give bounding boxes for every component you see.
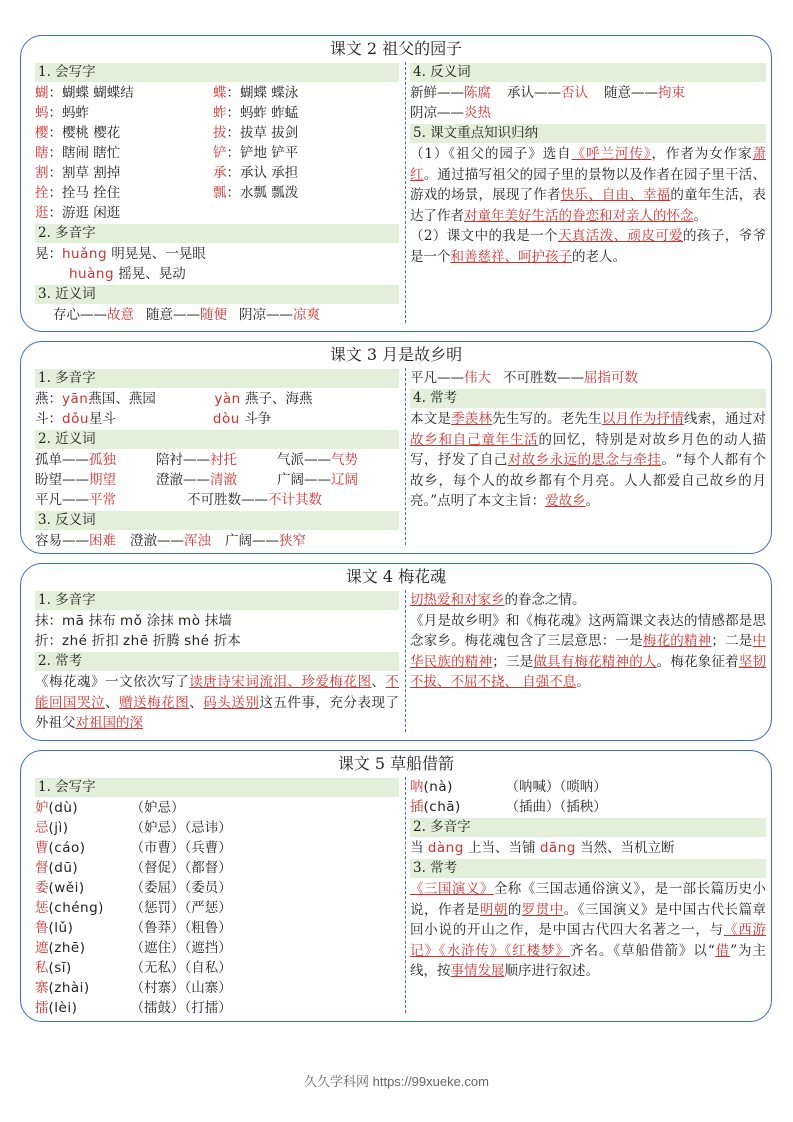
words: 折本 [209, 633, 241, 649]
word-answer: 期望 [89, 472, 116, 488]
highlight: 梅花的精神 [642, 633, 712, 649]
pinyin: zhé [62, 633, 88, 649]
synonym-row [35, 490, 399, 510]
highlight: 爱故乡 [545, 493, 586, 509]
word-base: 不可胜数—— [187, 492, 268, 508]
pinyin: mā [62, 613, 85, 629]
section-header: 4. 常考 [410, 389, 766, 408]
highlight: 对祖国的深 [75, 715, 143, 731]
text: 《梅花魂》一文依次写了 [35, 674, 190, 690]
word-answer: 随便 [200, 307, 227, 323]
word-pair [35, 490, 187, 510]
word-pair [410, 368, 491, 388]
left-column [35, 368, 399, 549]
card-title: 课文 2 祖父的园子 [329, 39, 463, 58]
card-title: 课文 4 梅花魂 [345, 567, 447, 586]
write-char: 拔 [213, 125, 227, 141]
key-points-paragraph [410, 879, 766, 982]
right-column [405, 62, 766, 323]
char-words: ：蚂蚱 蚱蜢 [226, 105, 299, 121]
write-char: 拴 [35, 185, 49, 201]
key-points-paragraph [410, 409, 766, 512]
highlight: 码头送别 [203, 694, 260, 711]
pinyin: (dū) [48, 860, 79, 876]
word-base: 平凡—— [35, 492, 89, 508]
word-base: 容易—— [35, 533, 89, 549]
word-pair [277, 470, 398, 490]
word-answer: 伟大 [464, 370, 491, 386]
text: 。 [576, 674, 590, 690]
word-base: 不可胜数—— [503, 370, 584, 386]
word-base: 阴凉—— [410, 105, 464, 121]
highlight: 事情发展 [450, 963, 505, 979]
words: 摇晃、晃动 [114, 266, 186, 282]
text: 的眷念之情。 [504, 592, 586, 608]
char-row [35, 878, 399, 898]
word-pair [604, 83, 685, 103]
highlight: 不能回国哭泣 [35, 674, 400, 711]
words: 折扣 [87, 633, 124, 649]
char-row [35, 818, 399, 838]
word-base: 存心—— [53, 307, 107, 323]
word-pair [503, 368, 638, 388]
char-words: （遮住）（遮挡） [130, 940, 232, 956]
word-pair [410, 103, 491, 123]
write-char: 委 [35, 880, 49, 896]
char-words: （无私）（自私） [130, 960, 232, 976]
text: ；二是 [711, 633, 753, 649]
char-words: ：蚂蚱 [48, 105, 89, 121]
pinyin: (jì) [48, 820, 69, 836]
section-header: 2. 多音字 [410, 818, 766, 837]
word-pair [410, 83, 491, 103]
char-row [35, 918, 399, 938]
word-answer: 气势 [331, 452, 358, 468]
word-answer: 拘束 [658, 85, 685, 101]
char-row [35, 183, 215, 203]
word-base: 承认—— [507, 85, 561, 101]
synonym-row [35, 470, 399, 490]
highlight: 故乡和自己童年生活 [410, 431, 539, 448]
section-header: 3. 常考 [410, 859, 766, 878]
word-answer: 浑浊 [184, 533, 211, 549]
word-answer: 清澈 [210, 472, 237, 488]
polyphone-row: 斗：dǒu星斗 dòu 斗争 [35, 411, 272, 427]
section-header: 1. 会写字 [35, 63, 399, 82]
highlight: 对故乡永远的思念与牵挂 [507, 452, 662, 468]
write-char: 蚱 [213, 105, 227, 121]
write-char: 曹 [35, 840, 49, 856]
char-row [213, 83, 393, 103]
char-words: ：瞎闹 瞎忙 [48, 145, 121, 161]
word-pair [53, 305, 134, 325]
write-char: 蝴 [35, 85, 49, 101]
word-base: 平凡—— [410, 370, 464, 386]
char-row [35, 958, 399, 978]
write-char: 铲 [213, 145, 227, 161]
char-words: （鲁莽）（粗鲁） [130, 920, 232, 936]
highlight: 罗贯中 [521, 901, 564, 918]
pinyin: huǎng [62, 246, 108, 262]
pinyin: dāng [539, 840, 576, 856]
synonym-list [35, 450, 399, 510]
words: 折腾 [148, 633, 185, 649]
word-pair [35, 531, 116, 551]
write-char: 忌 [35, 820, 49, 836]
word-answer: 辽阔 [331, 472, 358, 488]
pinyin: huàng [69, 266, 115, 282]
char-row [213, 183, 393, 203]
write-char: 寨 [35, 980, 49, 996]
word-pair [146, 305, 227, 325]
pinyin: shé [184, 633, 210, 649]
pinyin: (cáo) [48, 840, 86, 856]
char-label: 折： [35, 633, 62, 649]
char-row [35, 978, 399, 998]
words: 抹墙 [200, 613, 232, 629]
pinyin: (lǔ) [48, 920, 74, 936]
char-words: （妒忌）（忌讳） [130, 820, 232, 836]
section-header: 2. 常考 [35, 652, 399, 671]
section-header: 1. 多音字 [35, 369, 399, 388]
char-row [213, 143, 393, 163]
write-chars [410, 777, 766, 817]
char-row [35, 203, 215, 223]
word-base: 随意—— [604, 85, 658, 101]
word-base: 新鲜—— [410, 85, 464, 101]
word-base: 随意—— [146, 307, 200, 323]
word-pair [35, 450, 156, 470]
pinyin: (chéng) [48, 900, 104, 916]
section-header: 5. 课文重点知识归纳 [410, 124, 766, 143]
section-header: 4. 反义词 [410, 63, 766, 82]
text: 当 [410, 840, 428, 856]
text: 。“每个人都有个故乡，每个人的故乡都有个月亮。人人都爱自己故乡的月亮。”点明了本文主旨： [410, 452, 767, 509]
write-char: 承 [213, 165, 227, 181]
char-row [35, 798, 399, 818]
word-pair [239, 305, 320, 325]
pinyin: (zhē) [48, 940, 86, 956]
text: 的回忆，特别是对故乡月色的动人描写，抒发了自己 [410, 431, 766, 468]
text: 全称《三国志通俗演义》，是一部长篇历史小说，作者是 [410, 881, 767, 918]
highlight: 明朝 [479, 901, 508, 918]
word-base: 澄澈—— [156, 472, 210, 488]
text: 。梅花象征着 [656, 653, 739, 670]
text: 这五件事，充分表现了外祖父 [35, 694, 400, 731]
word-pair [35, 470, 156, 490]
highlight: 中华民族的精神 [410, 633, 767, 670]
left-column [35, 590, 399, 732]
section-header: 3. 近义词 [35, 285, 399, 304]
pinyin: (chā) [423, 799, 461, 815]
char-row [35, 143, 215, 163]
words: 明晃晃、一晃眼 [107, 246, 206, 262]
char-row [35, 103, 215, 123]
char-label: 晃： [35, 246, 62, 262]
char-row [35, 898, 399, 918]
antonym-row [35, 531, 399, 551]
char-words: ：游逛 闲逛 [48, 205, 121, 221]
highlight: 切热爱和对家乡 [410, 592, 505, 608]
char-words: （擂鼓）（打擂） [130, 1000, 232, 1016]
left-column [35, 62, 399, 323]
word-answer: 衬托 [210, 452, 237, 468]
write-char: 瓢 [213, 185, 227, 201]
card-title: 课文 5 草船借箭 [337, 754, 455, 773]
footer-watermark: 久久学科网 https://99xueke.com [304, 1074, 489, 1089]
highlight: 《三国演义》 [410, 881, 494, 897]
right-column [405, 368, 766, 545]
word-base: 广阔—— [225, 533, 279, 549]
char-row [213, 103, 393, 123]
section-header: 1. 会写字 [35, 778, 399, 797]
word-answer: 凉爽 [293, 307, 320, 323]
highlight: 借 [714, 942, 731, 959]
word-answer: 炎热 [464, 105, 491, 121]
word-pair [187, 490, 322, 510]
pinyin: zhē [123, 633, 149, 649]
char-row [35, 998, 399, 1018]
pinyin: mǒ [120, 613, 143, 629]
polyphone-row [35, 631, 399, 651]
word-answer: 困难 [89, 533, 116, 549]
char-words: ：铲地 铲平 [226, 145, 299, 161]
lesson-card-4 [20, 563, 772, 741]
lesson-card-2 [20, 35, 772, 332]
word-pair [156, 470, 277, 490]
antonym-row [410, 368, 766, 388]
highlight: 读唐诗宋词流泪、珍爱梅花图 [189, 674, 372, 690]
char-row [35, 83, 215, 103]
write-char: 逛 [35, 205, 49, 221]
pinyin: dàng [427, 840, 464, 856]
write-char: 妒 [35, 800, 49, 816]
pinyin: (nà) [423, 779, 453, 795]
polyphone-row: 燕：yān燕国、燕园 yàn 燕子、海燕 [35, 391, 313, 407]
text: 。 [585, 493, 600, 509]
word-base: 澄澈—— [130, 533, 184, 549]
pinyin: (lèi) [48, 1000, 78, 1016]
char-label: 抹： [35, 613, 62, 629]
char-words: （市曹）（兵曹） [130, 840, 232, 856]
word-answer: 平常 [89, 492, 116, 508]
text: 当然、当机立断 [575, 840, 675, 856]
char-words: （呐喊）（唢呐） [505, 779, 607, 795]
write-char: 遮 [35, 940, 49, 956]
char-row [35, 938, 399, 958]
word-pair [277, 450, 398, 470]
write-char: 蚂 [35, 105, 49, 121]
pinyin: (sī) [48, 960, 72, 976]
left-column [35, 777, 399, 1016]
word-answer: 故意 [107, 307, 134, 323]
section-header: 1. 多音字 [35, 591, 399, 610]
highlight: 季羡林 [451, 411, 493, 427]
text: 先生写的。老先生 [492, 411, 602, 427]
write-char: 惩 [35, 900, 49, 916]
word-answer: 陈腐 [464, 85, 491, 101]
char-row [213, 123, 393, 143]
write-char: 插 [410, 799, 424, 815]
summary-paragraph-2: （2）课文中的我是一个天真活泼、顽皮可爱的孩子，爷爷是一个和善慈祥、呵护孩子的老人。 [410, 228, 767, 265]
section-header: 3. 反义词 [35, 511, 399, 530]
char-row [410, 777, 766, 797]
key-points-paragraph [35, 672, 399, 734]
word-answer: 屈指可数 [584, 370, 638, 386]
words: 抹布 [84, 613, 121, 629]
highlight: 以月作为抒情 [601, 411, 685, 427]
section-header: 2. 多音字 [35, 224, 399, 243]
char-words: ：割草 割掉 [48, 165, 121, 181]
highlight: 《西游记》《水浒传》《红楼梦》 [410, 922, 767, 959]
text: 本文是 [410, 411, 452, 427]
text: 的 [507, 901, 522, 918]
lesson-card-5 [20, 750, 772, 1022]
right-column [405, 777, 766, 1013]
char-words: （督促）（都督） [130, 860, 232, 876]
text: 线索，通过对 [684, 411, 767, 427]
char-words: ：拴马 拴住 [48, 185, 121, 201]
char-words: ：拔草 拔剑 [226, 125, 299, 141]
char-row [35, 858, 399, 878]
polyphone-row [35, 611, 399, 631]
pinyin: (dù) [48, 800, 79, 816]
write-chars [35, 798, 399, 1018]
highlight: 赠送梅花图 [119, 694, 190, 711]
write-char: 鲁 [35, 920, 49, 936]
write-char: 樱 [35, 125, 49, 141]
card-title: 课文 3 月是故乡明 [329, 345, 463, 364]
word-base: 盼望—— [35, 472, 89, 488]
text: 、 [371, 674, 386, 690]
text: 。《三国演义》是中国古代长篇章回小说的开山之作，是中国古代四大名著之一，与 [410, 901, 767, 938]
polyphone-row [410, 838, 766, 858]
word-pair [507, 83, 588, 103]
text: 、 [105, 694, 120, 711]
text: 顺序进行叙述。 [504, 963, 599, 979]
antonym-row [410, 103, 766, 123]
word-answer: 不计其数 [268, 492, 322, 508]
key-points-paragraph-2 [410, 611, 766, 693]
word-pair [130, 531, 211, 551]
word-pair [156, 450, 277, 470]
summary-paragraph-1: （1）《祖父的园子》选自《呼兰河传》，作者为女作家萧红。通过描写祖父的园子里的景物以及作者在园子里干活、游戏的场景，展现了作者快乐、自由、幸福的童年生活，表达了作者对童年美好生活的眷恋和对亲人的怀念。 [410, 146, 767, 224]
pinyin: (zhài) [48, 980, 90, 996]
write-char: 督 [35, 860, 49, 876]
char-words: ：承认 承担 [226, 165, 299, 181]
char-words: （村寨）（山寨） [130, 980, 232, 996]
write-char: 擂 [35, 1000, 49, 1016]
char-words: （妒忌） [130, 800, 185, 816]
synonym-row [35, 450, 399, 470]
key-points-continued [410, 590, 766, 611]
write-chars [35, 83, 399, 223]
text: ”为主线，按 [410, 942, 767, 979]
antonym-row [410, 83, 766, 103]
words: 涂抹 [142, 613, 179, 629]
char-words: ：蝴蝶 蝶泳 [226, 85, 299, 101]
highlight: 做具有梅花精神的人 [533, 653, 657, 670]
char-row [35, 163, 215, 183]
write-char: 割 [35, 165, 49, 181]
lesson-card-3 [20, 341, 772, 554]
word-base: 陪衬—— [156, 452, 210, 468]
polyphone-row [35, 264, 399, 284]
char-row [35, 838, 399, 858]
write-char: 瞎 [35, 145, 49, 161]
section-header: 2. 近义词 [35, 430, 399, 449]
right-column [405, 590, 766, 732]
char-words: ：樱桃 樱花 [48, 125, 121, 141]
word-pair [225, 531, 306, 551]
write-char: 私 [35, 960, 49, 976]
word-base: 阴凉—— [239, 307, 293, 323]
char-row [213, 163, 393, 183]
word-base: 孤单—— [35, 452, 89, 468]
polyphone-row [35, 244, 399, 264]
char-row [35, 123, 215, 143]
word-base: 气派—— [277, 452, 331, 468]
text: 、 [189, 694, 204, 711]
char-row [410, 797, 766, 817]
write-char: 呐 [410, 779, 424, 795]
write-char: 蝶 [213, 85, 227, 101]
char-words: ：水瓢 瓢泼 [226, 185, 299, 201]
text: 上当、当铺 [463, 840, 540, 856]
text: ；三是 [492, 653, 534, 670]
char-words: （插曲）（插秧） [505, 799, 607, 815]
highlight: 坚韧不拔、不屈不挠、 自强不息 [410, 653, 767, 690]
char-words: （惩罚）（严惩） [130, 900, 232, 916]
char-words: ：蝴蝶 蝴蝶结 [48, 85, 134, 101]
pinyin: (wěi) [48, 880, 85, 896]
word-answer: 否认 [561, 85, 588, 101]
word-base: 广阔—— [277, 472, 331, 488]
char-words: （委屈）（委员） [130, 880, 232, 896]
text: 齐名。《草船借箭》以“ [570, 942, 715, 959]
word-answer: 孤独 [89, 452, 116, 468]
word-answer: 狭窄 [279, 533, 306, 549]
synonym-row [35, 305, 399, 325]
pinyin: mò [178, 613, 201, 629]
text: 《月是故乡明》和《梅花魂》这两篇课文表达的情感都是思念家乡。梅花魂包含了三层意思：一是 [410, 612, 766, 649]
